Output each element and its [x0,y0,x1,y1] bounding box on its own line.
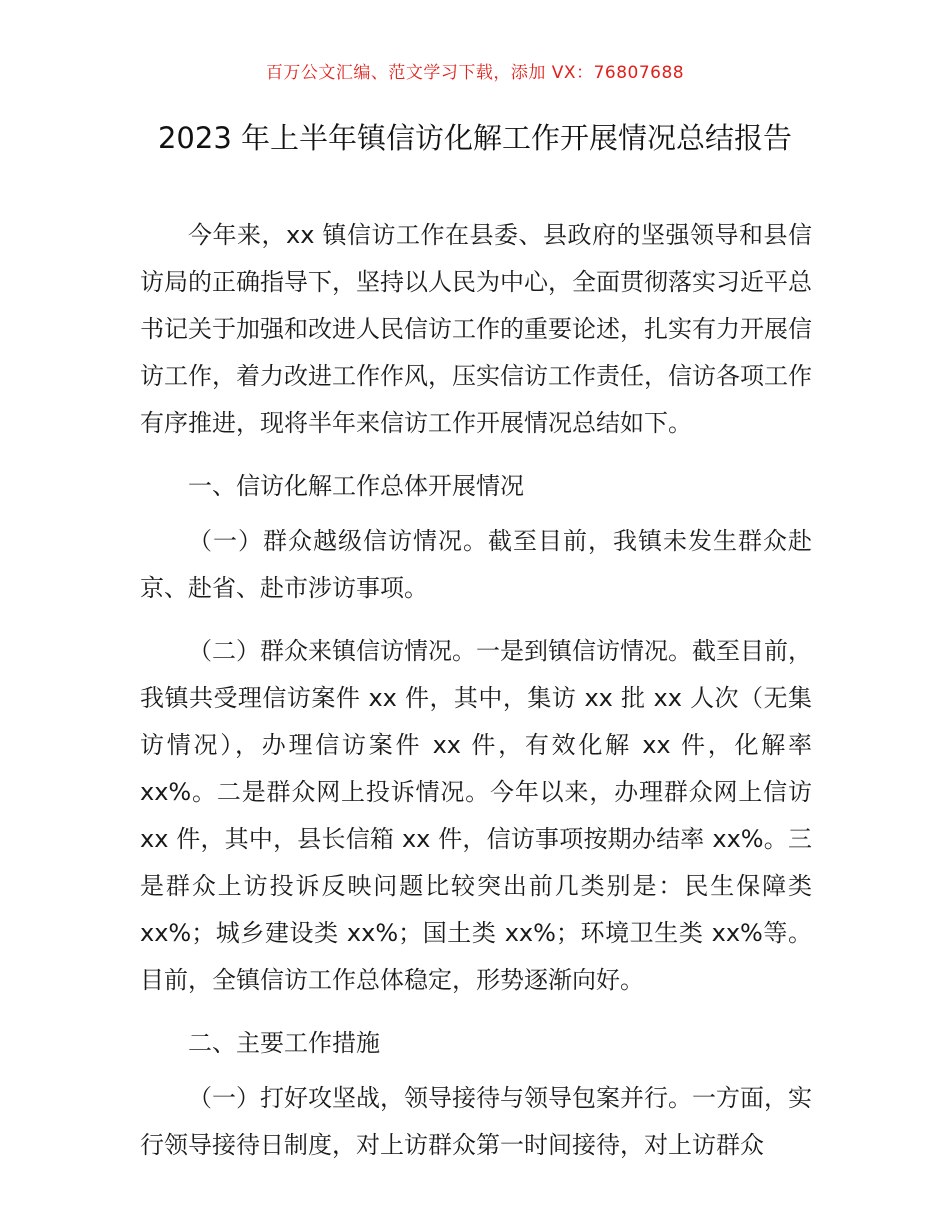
document-body [140,212,812,1169]
section-1-heading: 一、信访化解工作总体开展情况 [188,472,524,500]
section-1-paragraph-1: （一）群众越级信访情况。截至目前，我镇未发生群众赴京、赴省、赴市涉访事项。 [140,527,812,602]
section-2-heading: 二、主要工作措施 [188,1029,380,1057]
header-watermark-note: 百万公文汇编、范文学习下载，添加 VX：76807688 [265,63,685,83]
document-title: 2023 年上半年镇信访化解工作开展情况总结报告 [157,121,793,155]
section-2-paragraph-1: （一）打好攻坚战，领导接待与领导包案并行。一方面，实行领导接待日制度，对上访群众第一时间接待，对上访群众 [140,1084,812,1159]
section-1-paragraph-2: （二）群众来镇信访情况。一是到镇信访情况。截至目前，我镇共受理信访案件 xx 件，其中，集访 xx 批 xx 人次（无集访情况），办理信访案件 xx 件，有效化解 xx 件，化解率 xx%。二是群众网上投诉情况。今年以来，办理群众网上信访 xx 件，其中，县长信箱 xx 件，信访事项按期办结率 xx%。三是群众上访投诉反映问题比较突出前几类别是：民生保障类 xx%；城乡建设类 xx%；国土类 xx%；环境卫生类 xx%等。目前，全镇信访工作总体稳定，形势逐渐向好。 [140,637,812,994]
intro-paragraph: 今年来，xx 镇信访工作在县委、县政府的坚强领导和县信访局的正确指导下，坚持以人民为中心，全面贯彻落实习近平总书记关于加强和改进人民信访工作的重要论述，扎实有力开展信访工作，着力改进工作作风，压实信访工作责任，信访各项工作有序推进，现将半年来信访工作开展情况总结如下。 [140,221,812,437]
